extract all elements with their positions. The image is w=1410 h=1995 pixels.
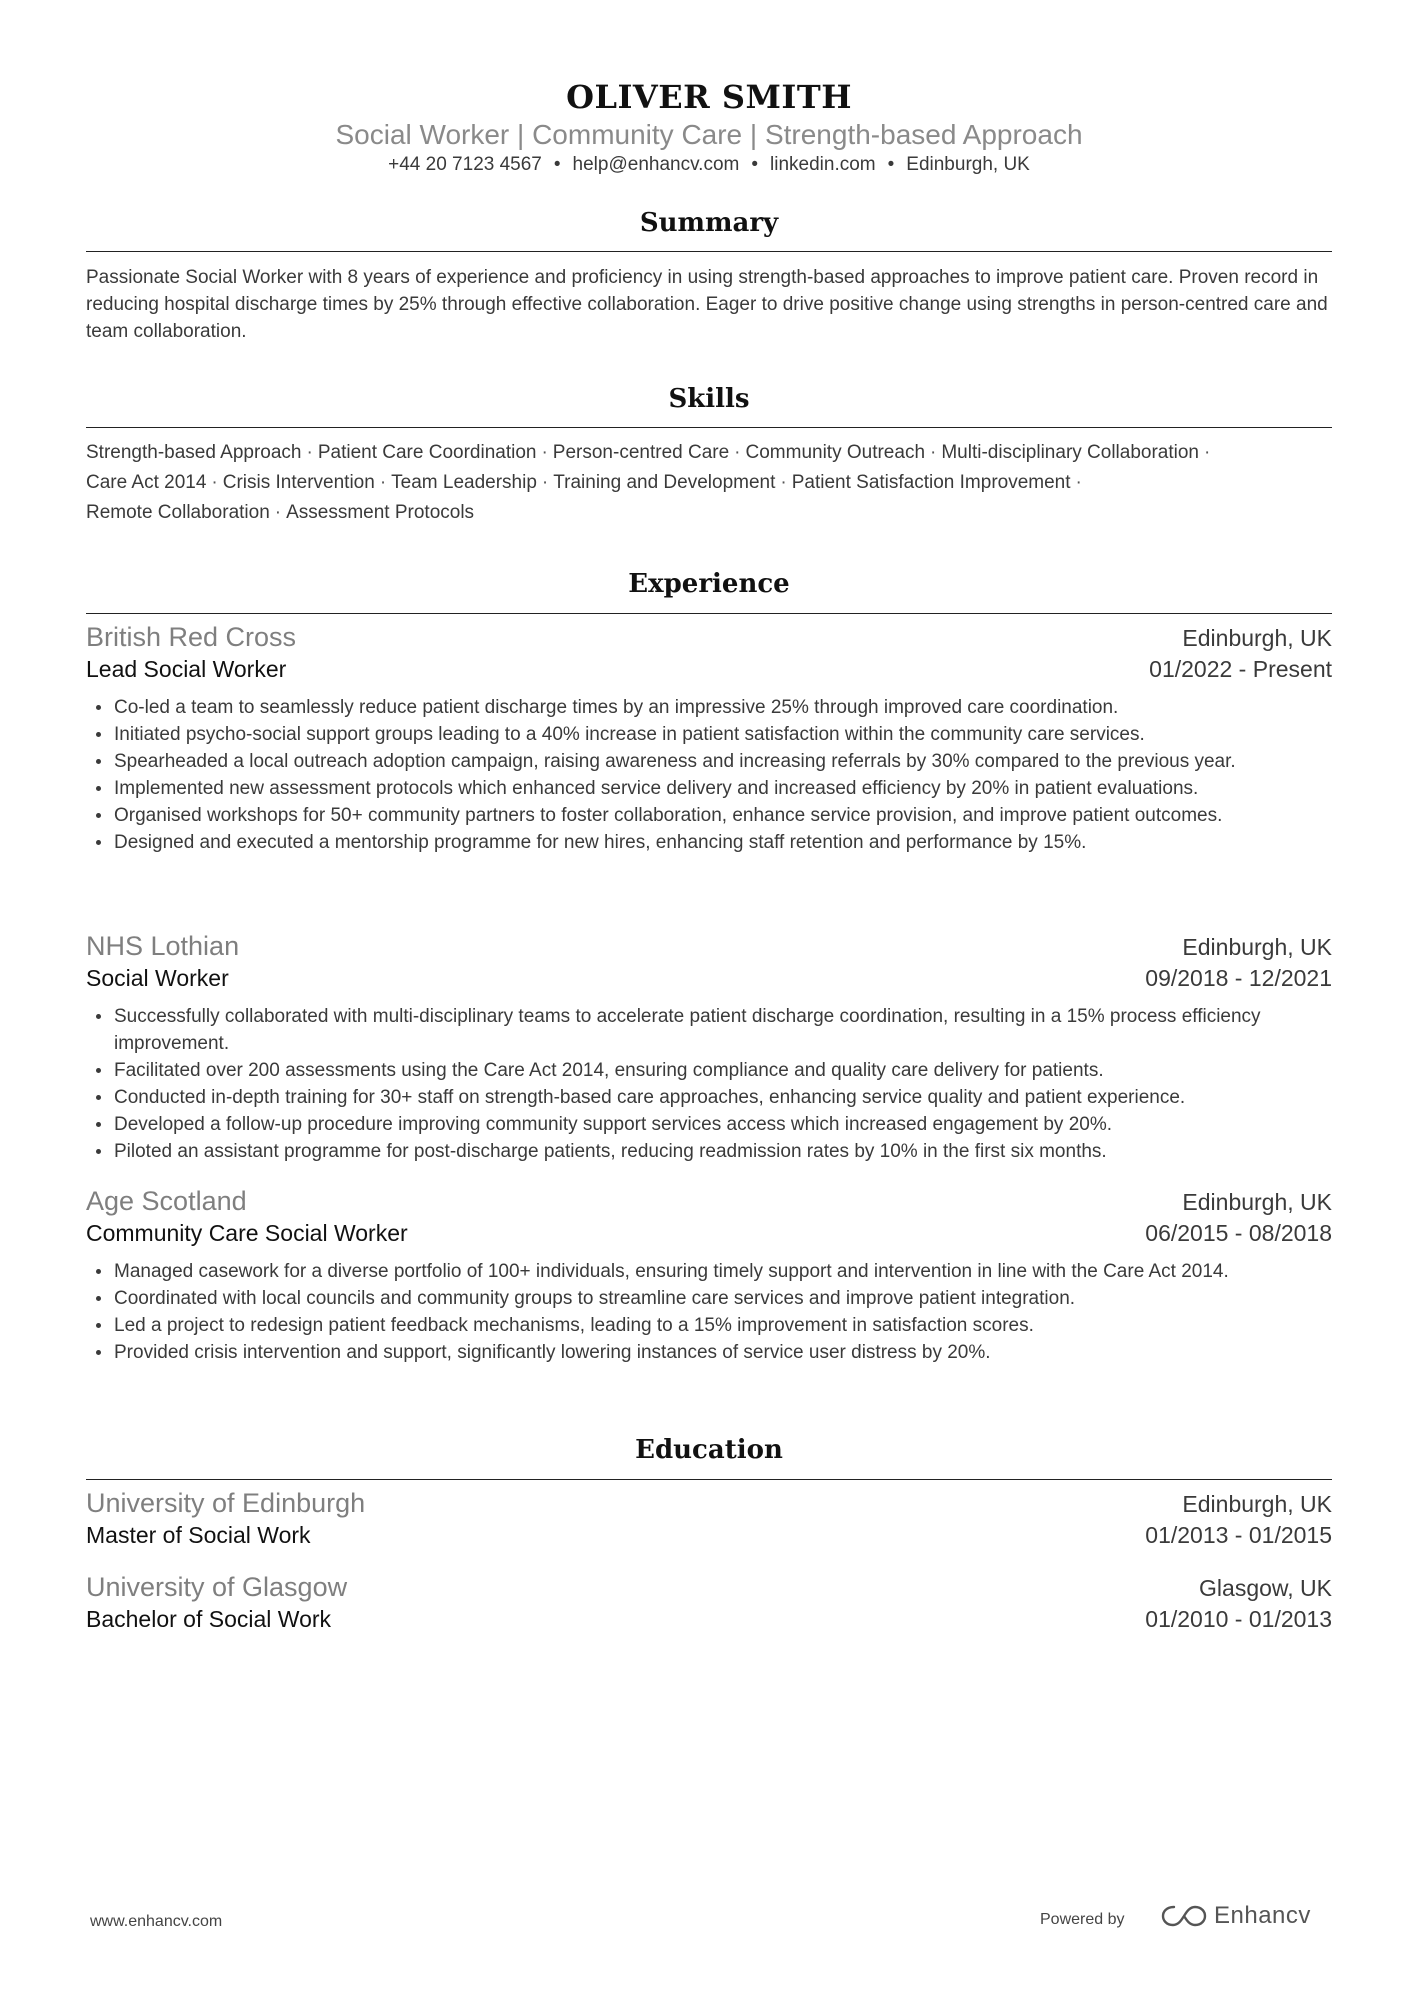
section-divider: [86, 613, 1332, 614]
email-link[interactable]: help@enhancv.com: [572, 154, 740, 175]
bullet-item: Organised workshops for 50+ community partners to foster collaboration, enhance service provision, and improve patient outcomes.: [86, 802, 1332, 829]
skill-item: Crisis Intervention: [222, 472, 375, 493]
skill-item: Assessment Protocols: [286, 502, 475, 523]
bullet-item: Co-led a team to seamlessly reduce patient discharge times by an impressive 25% through improved care coordination.: [86, 694, 1332, 721]
job-dates: 06/2015 - 08/2018: [1145, 1220, 1332, 1246]
bullet-item: Piloted an assistant programme for post-discharge patients, reducing readmission rates by 10% in the first six months.: [86, 1138, 1332, 1165]
skills-heading: Skills: [668, 384, 750, 414]
company-name: Age Scotland: [86, 1186, 247, 1216]
bullet-item: Led a project to redesign patient feedback mechanisms, leading to a 15% improvement in satisfaction scores.: [86, 1312, 1332, 1339]
bullet-item: Developed a follow-up procedure improving community support services access which increased engagement by 20%.: [86, 1111, 1332, 1138]
skill-item: Remote Collaboration: [86, 502, 270, 523]
section-divider: [86, 251, 1332, 252]
degree: Master of Social Work: [86, 1522, 311, 1548]
linkedin-link[interactable]: linkedin.com: [770, 154, 876, 175]
experience-heading: Experience: [628, 569, 790, 599]
separator-dot: •: [751, 154, 759, 175]
separator-dot: •: [887, 154, 895, 175]
experience-entry: [86, 622, 1332, 856]
bullet-item: Conducted in-depth training for 30+ staff on strength-based care approaches, enhancing service quality and patient experience.: [86, 1084, 1332, 1111]
job-role: Social Worker: [86, 965, 229, 991]
section-divider: [86, 1479, 1332, 1480]
footer-website-link[interactable]: www.enhancv.com: [90, 1913, 223, 1930]
bullet-item: Initiated psycho-social support groups leading to a 40% increase in patient satisfaction within the community care services.: [86, 721, 1332, 748]
bullet-item: Coordinated with local councils and community groups to streamline care services and improve patient integration.: [86, 1285, 1332, 1312]
school-dates: 01/2010 - 01/2013: [1145, 1606, 1332, 1632]
location: Edinburgh, UK: [906, 154, 1030, 175]
bullet-item: Managed casework for a diverse portfolio of 100+ individuals, ensuring timely support and intervention in line with the Care Act 2014.: [86, 1258, 1332, 1285]
job-bullets: [86, 1003, 1332, 1165]
skill-item: Patient Care Coordination: [317, 442, 537, 463]
skill-item: Patient Satisfaction Improvement: [791, 472, 1071, 493]
job-role: Lead Social Worker: [86, 656, 287, 682]
skill-item: Strength-based Approach: [86, 442, 302, 463]
education-entry: [86, 1572, 1332, 1640]
powered-by-label: Powered by: [1040, 1911, 1125, 1928]
resume-page: [86, 0, 1332, 1995]
separator-dot: •: [553, 154, 561, 175]
job-bullets: [86, 694, 1332, 856]
school-location: Edinburgh, UK: [1182, 1491, 1332, 1517]
skill-item: Community Outreach: [745, 442, 926, 463]
skills-list: Strength-based Approach · Patient Care Coordination · Person-centred Care · Community Outreach · Multi-disciplinary Collaboration · Care Act 2014 · Crisis Intervention · Team Leadership · Training and Development · Patient Satisfaction Improvement · Remote Collaboration · Assessment Protocols: [86, 442, 1211, 523]
skill-item: Multi-disciplinary Collaboration: [941, 442, 1200, 463]
job-dates: 01/2022 - Present: [1149, 656, 1332, 682]
school-dates: 01/2013 - 01/2015: [1145, 1522, 1332, 1548]
enhancv-brand[interactable]: [1160, 1902, 1311, 1930]
experience-entry: [86, 931, 1332, 1165]
skill-item: Person-centred Care: [552, 442, 730, 463]
bullet-item: Implemented new assessment protocols which enhanced service delivery and increased efficiency by 20% in patient evaluations.: [86, 775, 1332, 802]
school-name: University of Edinburgh: [86, 1488, 366, 1518]
candidate-name: OLIVER SMITH: [566, 78, 852, 116]
school-location: Glasgow, UK: [1199, 1575, 1332, 1601]
bullet-item: Facilitated over 200 assessments using the Care Act 2014, ensuring compliance and quality care delivery for patients.: [86, 1057, 1332, 1084]
brand-name: Enhancv: [1214, 1902, 1311, 1929]
job-role: Community Care Social Worker: [86, 1220, 408, 1246]
section-divider: [86, 427, 1332, 428]
candidate-title: Social Worker | Community Care | Strength-based Approach: [335, 119, 1083, 150]
company-name: NHS Lothian: [86, 931, 240, 961]
job-dates: 09/2018 - 12/2021: [1145, 965, 1332, 991]
degree: Bachelor of Social Work: [86, 1606, 332, 1632]
company-name: British Red Cross: [86, 622, 297, 652]
skill-item: Care Act 2014: [86, 472, 207, 493]
skill-item: Training and Development: [553, 472, 776, 493]
skill-item: Team Leadership: [391, 472, 537, 493]
job-location: Edinburgh, UK: [1182, 934, 1332, 960]
bullet-item: Spearheaded a local outreach adoption campaign, raising awareness and increasing referrals by 30% compared to the previous year.: [86, 748, 1332, 775]
enhancv-logo-icon: [1160, 1903, 1208, 1929]
phone: +44 20 7123 4567: [388, 154, 542, 175]
job-bullets: [86, 1258, 1332, 1366]
job-location: Edinburgh, UK: [1182, 625, 1332, 651]
bullet-item: Successfully collaborated with multi-disciplinary teams to accelerate patient discharge coordination, resulting in a 15% process efficiency improvement.: [86, 1003, 1332, 1057]
education-entry: [86, 1488, 1332, 1556]
experience-entry: [86, 1186, 1332, 1366]
bullet-item: Provided crisis intervention and support, significantly lowering instances of service user distress by 20%.: [86, 1339, 1332, 1366]
bullet-item: Designed and executed a mentorship programme for new hires, enhancing staff retention and performance by 15%.: [86, 829, 1332, 856]
school-name: University of Glasgow: [86, 1572, 348, 1602]
contact-line: [86, 154, 1332, 176]
job-location: Edinburgh, UK: [1182, 1189, 1332, 1215]
summary-heading: Summary: [639, 208, 779, 238]
summary-text: Passionate Social Worker with 8 years of experience and proficiency in using strength-based approaches to improve patient care. Proven record in reducing hospital discharge times by 25% through effective collaboration. Eager to drive positive change using strengths in person-centred care and team collaboration.: [86, 267, 1328, 342]
education-heading: Education: [635, 1435, 783, 1465]
